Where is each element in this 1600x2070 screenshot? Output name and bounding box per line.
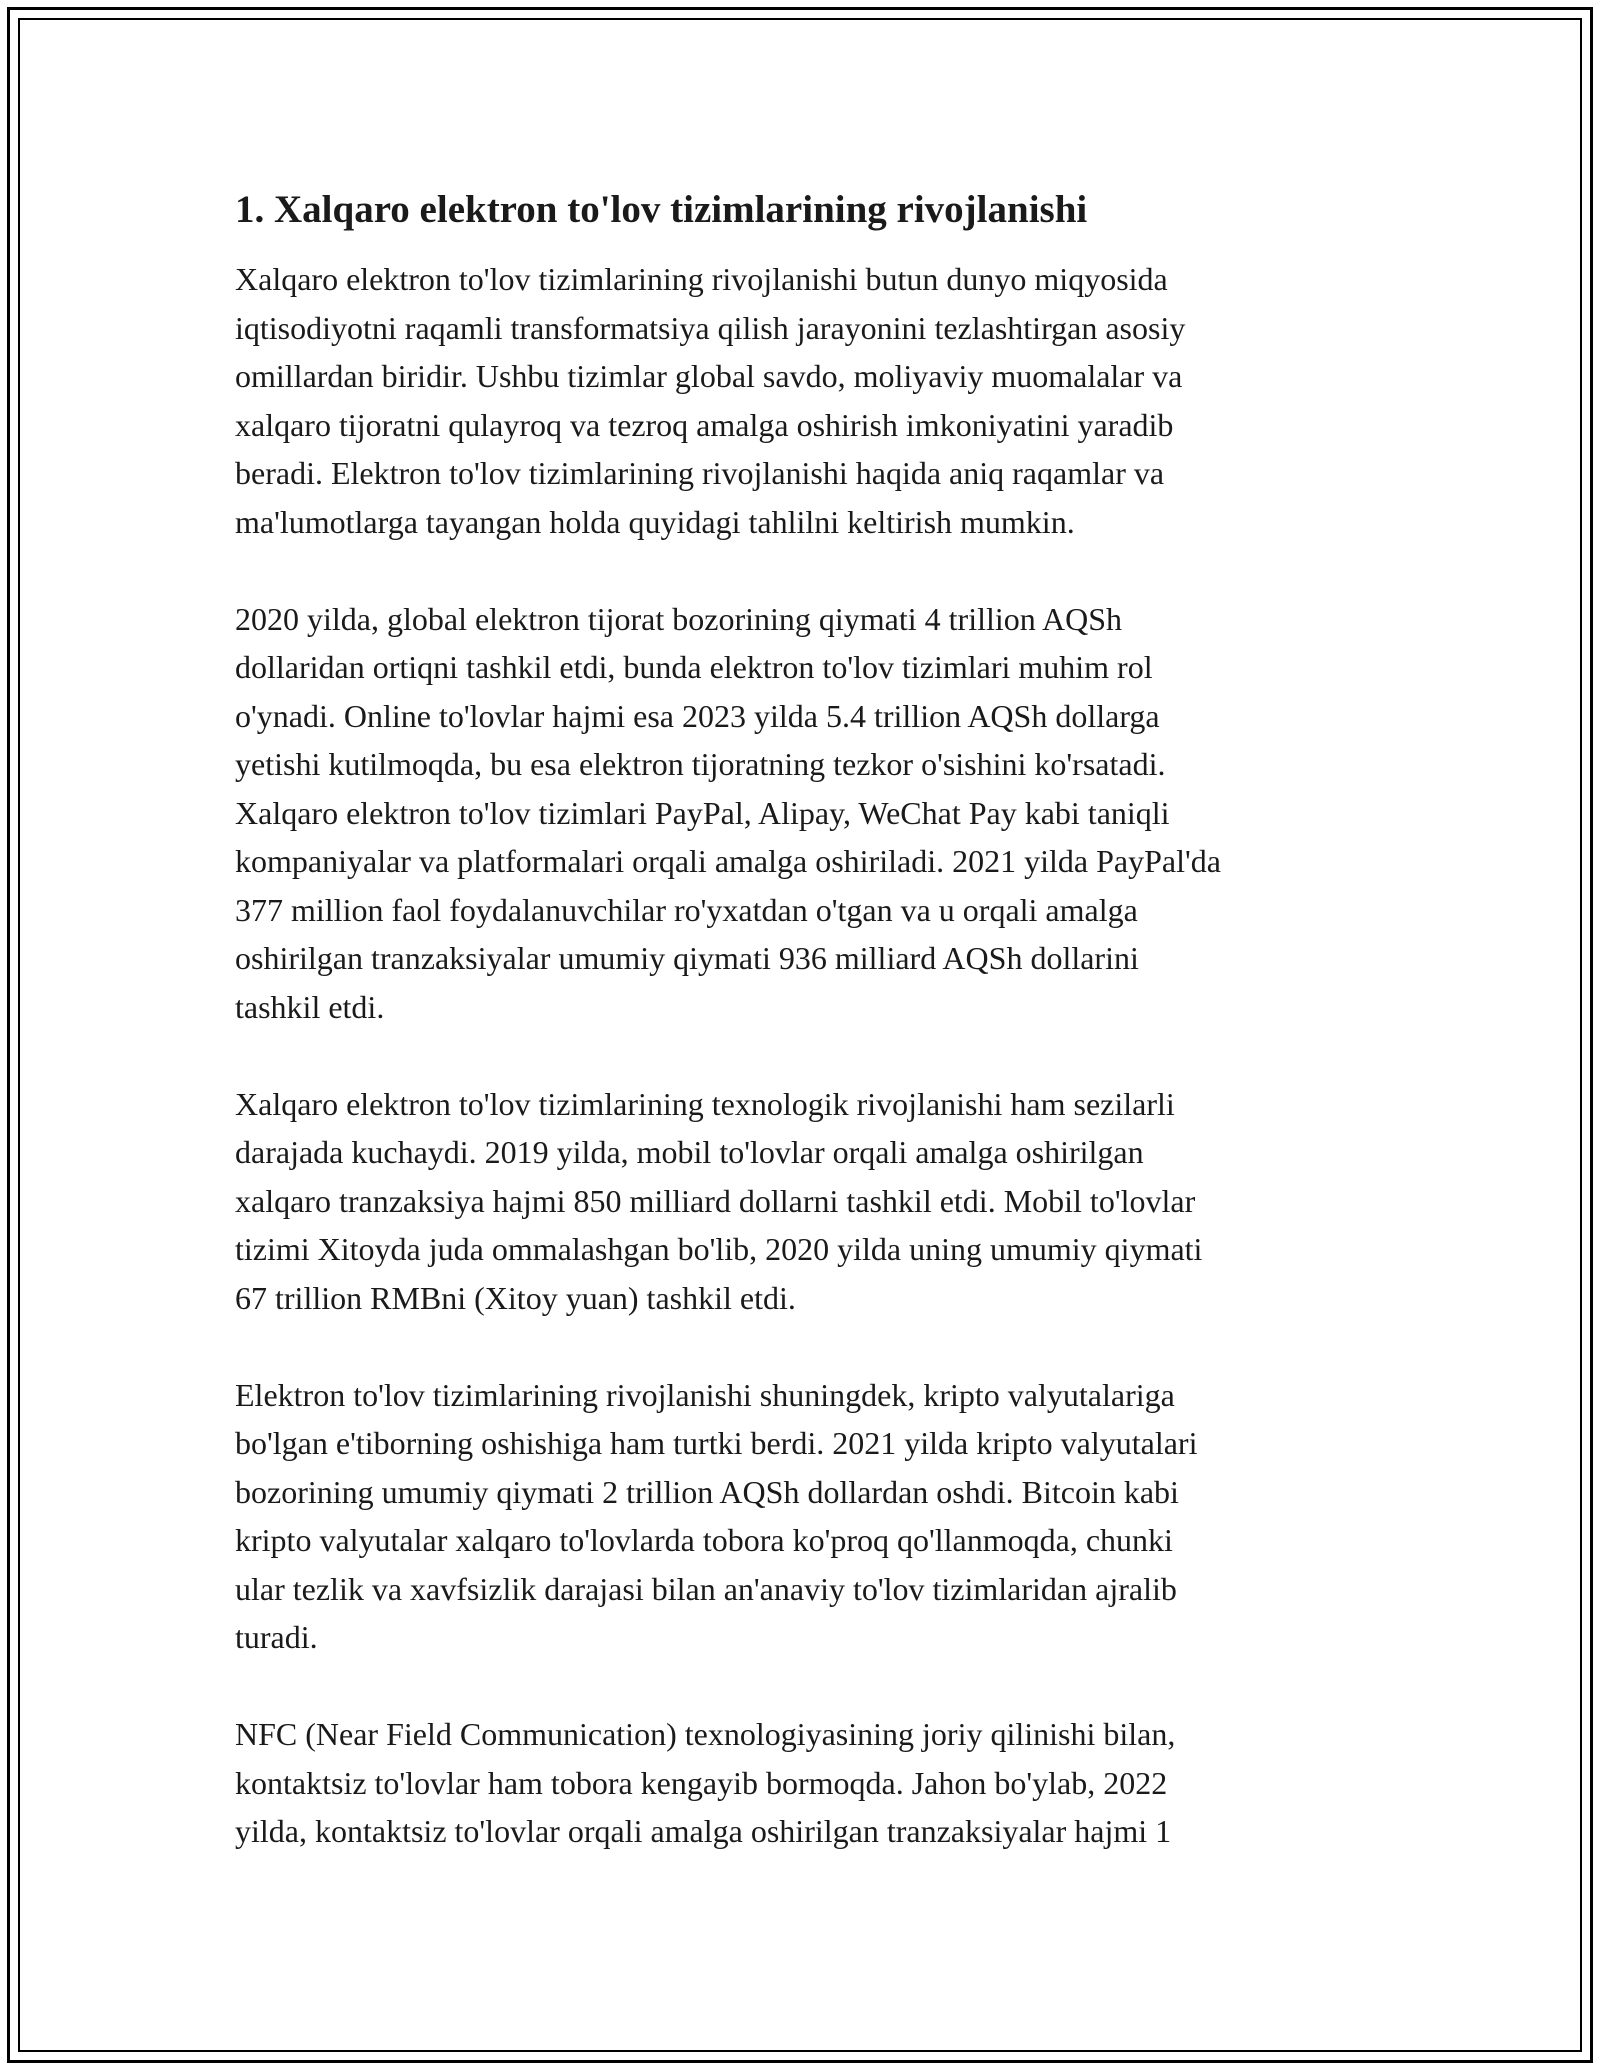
paragraph-nfc: NFC (Near Field Communication) texnologiyasining joriy qilinishi bilan, kontaktsiz to'lovlar ham tobora kengayib bormoqda. Jahon bo'ylab, 2022 yilda, kontaktsiz to'lovlar orqali amalga oshirilgan tranzaksiyalar hajmi 1 <box>235 1716 1176 1849</box>
document-body <box>235 185 1375 1904</box>
paragraph-intro: Xalqaro elektron to'lov tizimlarining rivojlanishi butun dunyo miqyosida iqtisodiyotni raqamli transformatsiya qilish jarayonini tezlashtirgan asosiy omillardan biridir. Ushbu tizimlar global savdo, moliyaviy muomalalar va xalqaro tijoratni qulayroq va tezroq amalga oshirish imkoniyatini yaradib beradi. Elektron to'lov tizimlarining rivojlanishi haqida aniq raqamlar va ma'lumotlarga tayangan holda quyidagi tahlilni keltirish mumkin. <box>235 261 1186 540</box>
section-heading: 1. Xalqaro elektron to'lov tizimlarining rivojlanishi <box>235 188 1088 231</box>
paragraph-crypto: Elektron to'lov tizimlarining rivojlanishi shuningdek, kripto valyutalariga bo'lgan e'tiborning oshishiga ham turtki berdi. 2021 yilda kripto valyutalari bozorining umumiy qiymati 2 trillion AQSh dollardan oshdi. Bitcoin kabi kripto valyutalar xalqaro to'lovlarda tobora ko'proq qo'llanmoqda, chunki ular tezlik va xavfsizlik darajasi bilan an'anaviy to'lov tizimlaridan ajralib turadi. <box>235 1376 1198 1655</box>
paragraph-ecommerce-market: 2020 yilda, global elektron tijorat bozorining qiymati 4 trillion AQSh dollaridan ortiqni tashkil etdi, bunda elektron to'lov tizimlari muhim rol o'ynadi. Online to'lovlar hajmi esa 2023 yilda 5.4 trillion AQSh dollarga yetishi kutilmoqda, bu esa elektron tijoratning tezkor o'sishini ko'rsatadi. Xalqaro elektron to'lov tizimlari PayPal, Alipay, WeChat Pay kabi taniqli kompaniyalar va platformalari orqali amalga oshiriladi. 2021 yilda PayPal'da 377 million faol foydalanuvchilar ro'yxatdan o'tgan va u orqali amalga oshirilgan tranzaksiyalar umumiy qiymati 936 milliard AQSh dollarini tashkil etdi. <box>235 600 1221 1025</box>
paragraph-mobile-payments: Xalqaro elektron to'lov tizimlarining texnologik rivojlanishi ham sezilarli darajada kuchaydi. 2019 yilda, mobil to'lovlar orqali amalga oshirilgan xalqaro tranzaksiya hajmi 850 milliard dollarni tashkil etdi. Mobil to'lovlar tizimi Xitoyda juda ommalashgan bo'lib, 2020 yilda uning umumiy qiymati 67 trillion RMBni (Xitoy yuan) tashkil etdi. <box>235 1085 1203 1316</box>
